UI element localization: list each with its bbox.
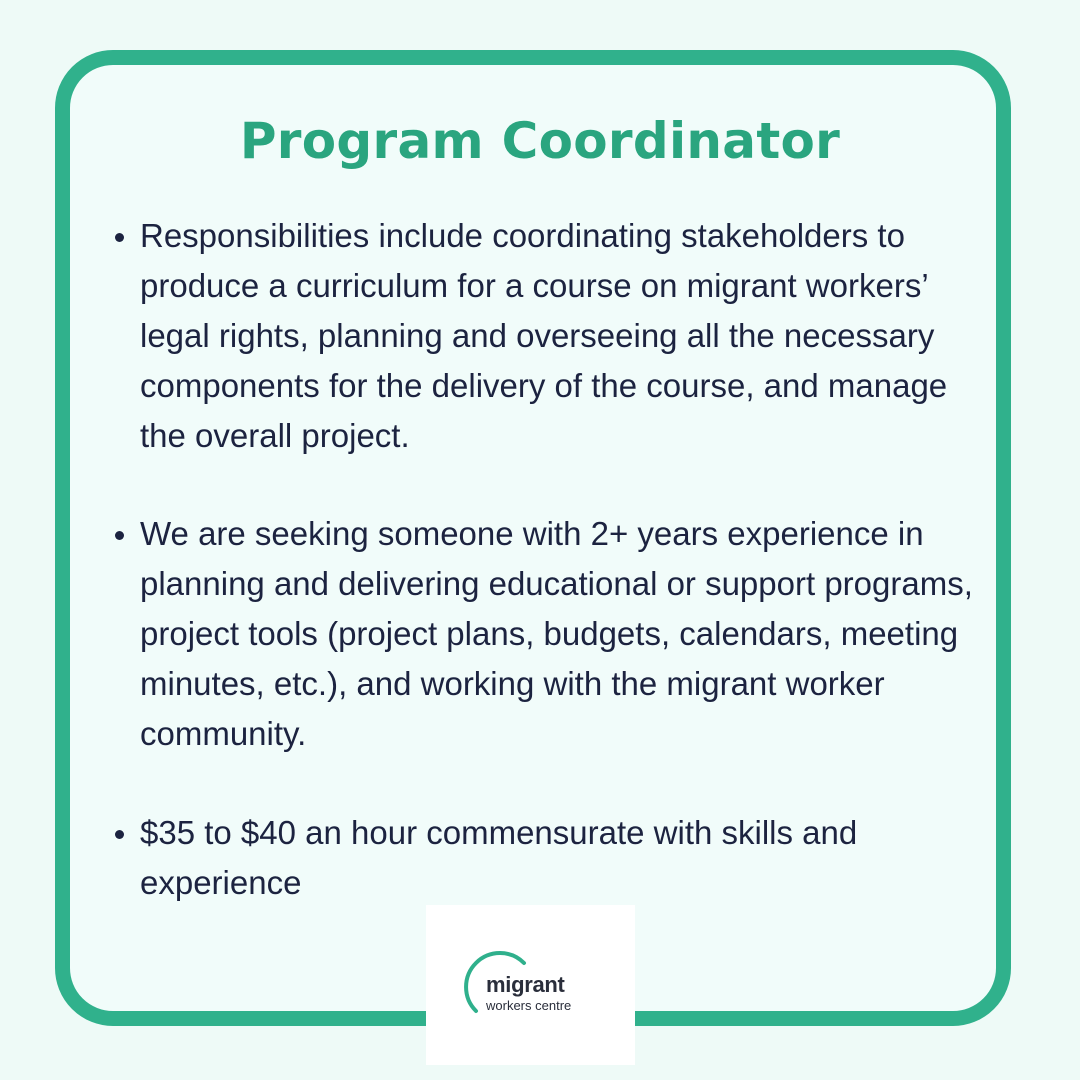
logo-wordmark: migrant: [486, 972, 565, 997]
bullet-text: Responsibilities include coordinating stakeholders to produce a curriculum for a course on migrant workers’ legal rights, planning and overseeing all the necessary components for the delivery of the course, and manage the overall project.: [140, 217, 948, 454]
bullet-text: We are seeking someone with 2+ years experience in planning and delivering educational or support programs, project tools (project plans, budgets, calendars, meeting minutes, etc.), and working with the migrant worker community.: [140, 515, 973, 752]
bullet-text: $35 to $40 an hour commensurate with skills and experience: [140, 814, 858, 901]
logo: [426, 905, 635, 1065]
page-title: Program Coordinator: [239, 112, 841, 170]
list-item: [105, 509, 985, 759]
bullet-dot-icon: [115, 531, 124, 540]
bullet-dot-icon: [115, 830, 124, 839]
list-item: [105, 211, 985, 461]
bullet-dot-icon: [115, 233, 124, 242]
list-item: [105, 808, 985, 908]
logo-subtitle: workers centre: [486, 998, 572, 1013]
